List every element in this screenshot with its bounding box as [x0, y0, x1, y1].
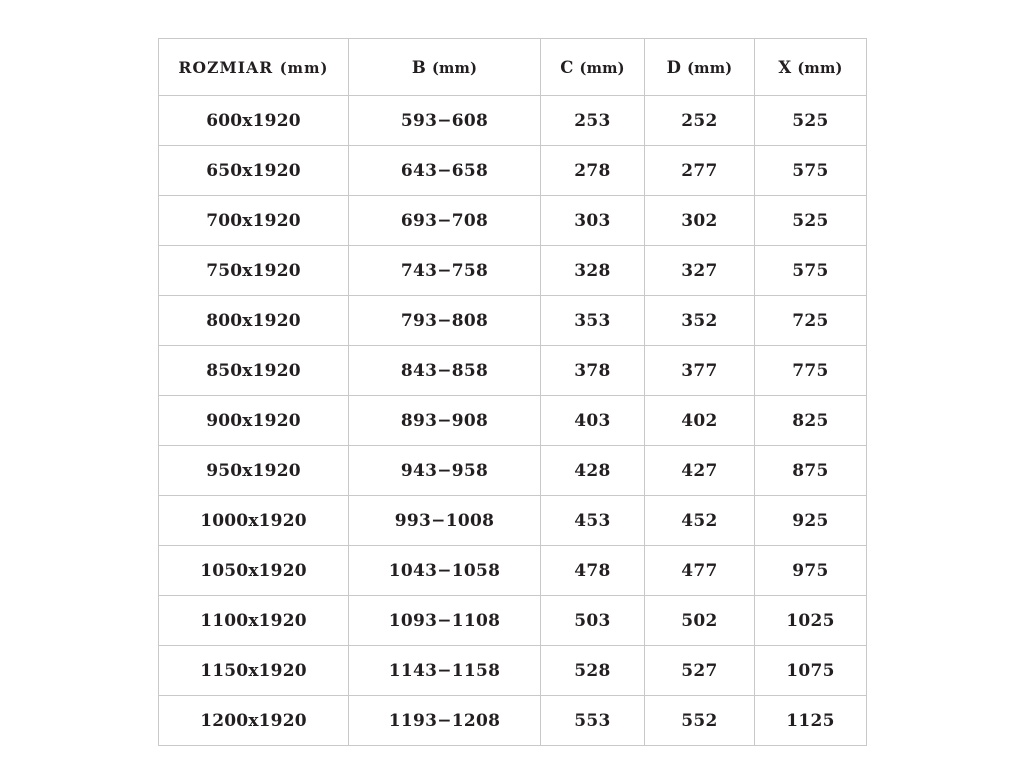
column-header-x-unit: (mm) — [797, 59, 843, 77]
table-row — [159, 696, 867, 746]
cell-size: 900x1920 — [159, 396, 349, 446]
cell-size: 650x1920 — [159, 146, 349, 196]
table-row — [159, 596, 867, 646]
column-header-rozmiar — [159, 39, 349, 96]
cell-b: 1193−1208 — [349, 696, 541, 746]
cell-size: 1000x1920 — [159, 496, 349, 546]
table-row — [159, 496, 867, 546]
cell-d: 402 — [645, 396, 755, 446]
cell-x: 875 — [755, 446, 867, 496]
cell-d: 277 — [645, 146, 755, 196]
table-header-row — [159, 39, 867, 96]
column-header-rozmiar-unit: (mm) — [279, 59, 329, 77]
table-header — [159, 39, 867, 96]
specification-table — [158, 38, 867, 746]
cell-b: 1093−1108 — [349, 596, 541, 646]
column-header-d-unit: (mm) — [687, 59, 733, 77]
cell-x: 575 — [755, 246, 867, 296]
column-header-x-label: X — [778, 57, 792, 77]
cell-d: 452 — [645, 496, 755, 546]
cell-b: 893−908 — [349, 396, 541, 446]
cell-x: 775 — [755, 346, 867, 396]
table-row — [159, 246, 867, 296]
cell-c: 303 — [541, 196, 645, 246]
cell-b: 643−658 — [349, 146, 541, 196]
cell-x: 975 — [755, 546, 867, 596]
table-row — [159, 96, 867, 146]
column-header-d-label: D — [666, 57, 682, 77]
table-row — [159, 446, 867, 496]
cell-d: 427 — [645, 446, 755, 496]
cell-c: 278 — [541, 146, 645, 196]
column-header-c-unit: (mm) — [579, 59, 625, 77]
cell-x: 1125 — [755, 696, 867, 746]
cell-b: 943−958 — [349, 446, 541, 496]
cell-c: 478 — [541, 546, 645, 596]
table-row — [159, 396, 867, 446]
cell-d: 352 — [645, 296, 755, 346]
cell-c: 553 — [541, 696, 645, 746]
cell-b: 1143−1158 — [349, 646, 541, 696]
cell-x: 525 — [755, 196, 867, 246]
table-row — [159, 346, 867, 396]
column-header-x — [755, 39, 867, 96]
table-row — [159, 546, 867, 596]
cell-size: 1050x1920 — [159, 546, 349, 596]
cell-c: 403 — [541, 396, 645, 446]
table-body — [159, 96, 867, 746]
column-header-b-unit: (mm) — [431, 59, 478, 77]
cell-d: 302 — [645, 196, 755, 246]
cell-size: 950x1920 — [159, 446, 349, 496]
cell-b: 793−808 — [349, 296, 541, 346]
cell-size: 600x1920 — [159, 96, 349, 146]
cell-b: 1043−1058 — [349, 546, 541, 596]
cell-size: 850x1920 — [159, 346, 349, 396]
table-row — [159, 146, 867, 196]
cell-b: 993−1008 — [349, 496, 541, 546]
cell-c: 253 — [541, 96, 645, 146]
cell-c: 328 — [541, 246, 645, 296]
cell-size: 800x1920 — [159, 296, 349, 346]
column-header-c — [541, 39, 645, 96]
specification-table-wrapper — [158, 38, 866, 746]
cell-size: 700x1920 — [159, 196, 349, 246]
cell-x: 825 — [755, 396, 867, 446]
column-header-b — [349, 39, 541, 96]
cell-x: 1075 — [755, 646, 867, 696]
cell-d: 327 — [645, 246, 755, 296]
cell-b: 693−708 — [349, 196, 541, 246]
cell-c: 353 — [541, 296, 645, 346]
cell-b: 593−608 — [349, 96, 541, 146]
table-row — [159, 296, 867, 346]
cell-size: 1200x1920 — [159, 696, 349, 746]
cell-size: 750x1920 — [159, 246, 349, 296]
cell-x: 725 — [755, 296, 867, 346]
cell-x: 575 — [755, 146, 867, 196]
cell-d: 252 — [645, 96, 755, 146]
cell-c: 503 — [541, 596, 645, 646]
cell-c: 528 — [541, 646, 645, 696]
cell-b: 843−858 — [349, 346, 541, 396]
table-row — [159, 646, 867, 696]
cell-c: 428 — [541, 446, 645, 496]
cell-x: 925 — [755, 496, 867, 546]
column-header-d — [645, 39, 755, 96]
cell-d: 377 — [645, 346, 755, 396]
cell-size: 1150x1920 — [159, 646, 349, 696]
column-header-c-label: C — [560, 57, 574, 77]
table-row — [159, 196, 867, 246]
cell-x: 525 — [755, 96, 867, 146]
column-header-b-label: B — [411, 57, 426, 77]
cell-size: 1100x1920 — [159, 596, 349, 646]
cell-x: 1025 — [755, 596, 867, 646]
cell-d: 552 — [645, 696, 755, 746]
cell-d: 527 — [645, 646, 755, 696]
cell-b: 743−758 — [349, 246, 541, 296]
cell-d: 502 — [645, 596, 755, 646]
cell-c: 378 — [541, 346, 645, 396]
column-header-rozmiar-label: ROZMIAR — [178, 57, 274, 77]
cell-c: 453 — [541, 496, 645, 546]
cell-d: 477 — [645, 546, 755, 596]
